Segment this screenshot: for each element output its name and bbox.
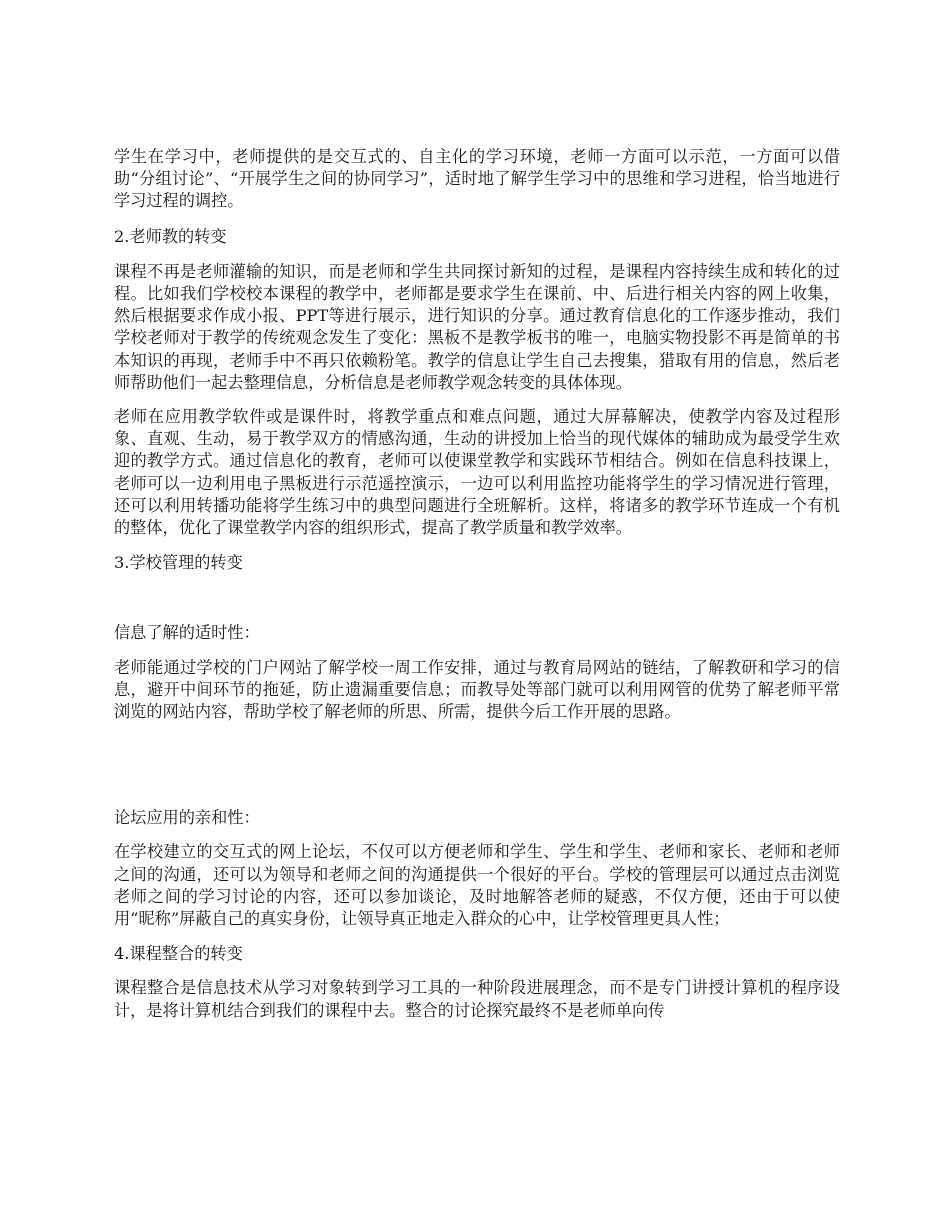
paragraph-teaching-software: 老师在应用教学软件或是课件时，将教学重点和难点问题，通过大屏幕解决，使教学内容及过程形象、直观、生动，易于教学双方的情感沟通，生动的讲授加上恰当的现代媒体的辅助成为最受学生欢迎的教学方式。通过信息化的教育，老师可以使课堂教学和实践环节相结合。例如在信息科技课上，老师可以一边利用电子黑板进行示范遥控演示，一边可以利用监控功能将学生的学习情况进行管理，还可以利用转播功能将学生练习中的典型问题进行全班解析。这样，将诸多的教学环节连成一个有机的整体，优化了课堂教学内容的组织形式，提高了教学质量和教学效率。 (114, 407, 840, 538)
heading-teacher-teaching-change: 2.老师教的转变 (114, 226, 227, 246)
paragraph-curriculum: 课程不再是老师灌输的知识，而是老师和学生共同探讨新知的过程，是课程内容持续生成和转化的过程。比如我们学校校本课程的教学中，老师都是要求学生在课前、中、后进行相关内容的网上收集，然后根据要求作成小报、PPT等进行展示，进行知识的分享。通过教育信息化的工作逐步推动，我们学校老师对于教学的传统观念发生了变化：黑板不是教学板书的唯一，电脑实物投影不再是简单的书本知识的再现，老师手中不再只依赖粉笔。教学的信息让学生自己去搜集，猎取有用的信息，然后老师帮助他们一起去整理信息，分析信息是老师教学观念转变的具体体现。 (114, 261, 840, 392)
paragraph-portal-website: 老师能通过学校的门户网站了解学校一周工作安排，通过与教育局网站的链结，了解教研和学习的信息，避开中间环节的拖延，防止遗漏重要信息；而教导处等部门就可以利用网管的优势了解老师平常浏览的网站内容，帮助学校了解老师的所思、所需，提供今后工作开展的思路。 (114, 657, 840, 722)
paragraph-intro: 学生在学习中，老师提供的是交互式的、自主化的学习环境，老师一方面可以示范，一方面可以借助“分组讨论”、“开展学生之间的协同学习”，适时地了解学生学习中的思维和学习进程，恰当地进行学习过程的调控。 (114, 147, 840, 211)
heading-curriculum-integration-change: 4.课程整合的转变 (114, 944, 243, 964)
subheading-forum-affinity: 论坛应用的亲和性： (114, 808, 260, 828)
heading-school-management-change: 3.学校管理的转变 (114, 553, 243, 573)
document-body (114, 146, 840, 1022)
subheading-info-timeliness: 信息了解的适时性： (114, 623, 260, 643)
paragraph-integration: 课程整合是信息技术从学习对象转到学习工具的一种阶段进展理念，而不是专门讲授计算机的程序设计，是将计算机结合到我们的课程中去。整合的讨论探究最终不是老师单向传 (114, 978, 840, 1020)
paragraph-online-forum: 在学校建立的交互式的网上论坛，不仅可以方便老师和学生、学生和学生、老师和家长、老师和老师之间的沟通，还可以为领导和老师之间的沟通提供一个很好的平台。学校的管理层可以通过点击浏览老师之间的学习讨论的内容，还可以参加谈论，及时地解答老师的疑惑，不仅方便，还由于可以使用“昵称”屏蔽自己的真实身份，让领导真正地走入群众的心中，让学校管理更具人性； (114, 842, 840, 929)
